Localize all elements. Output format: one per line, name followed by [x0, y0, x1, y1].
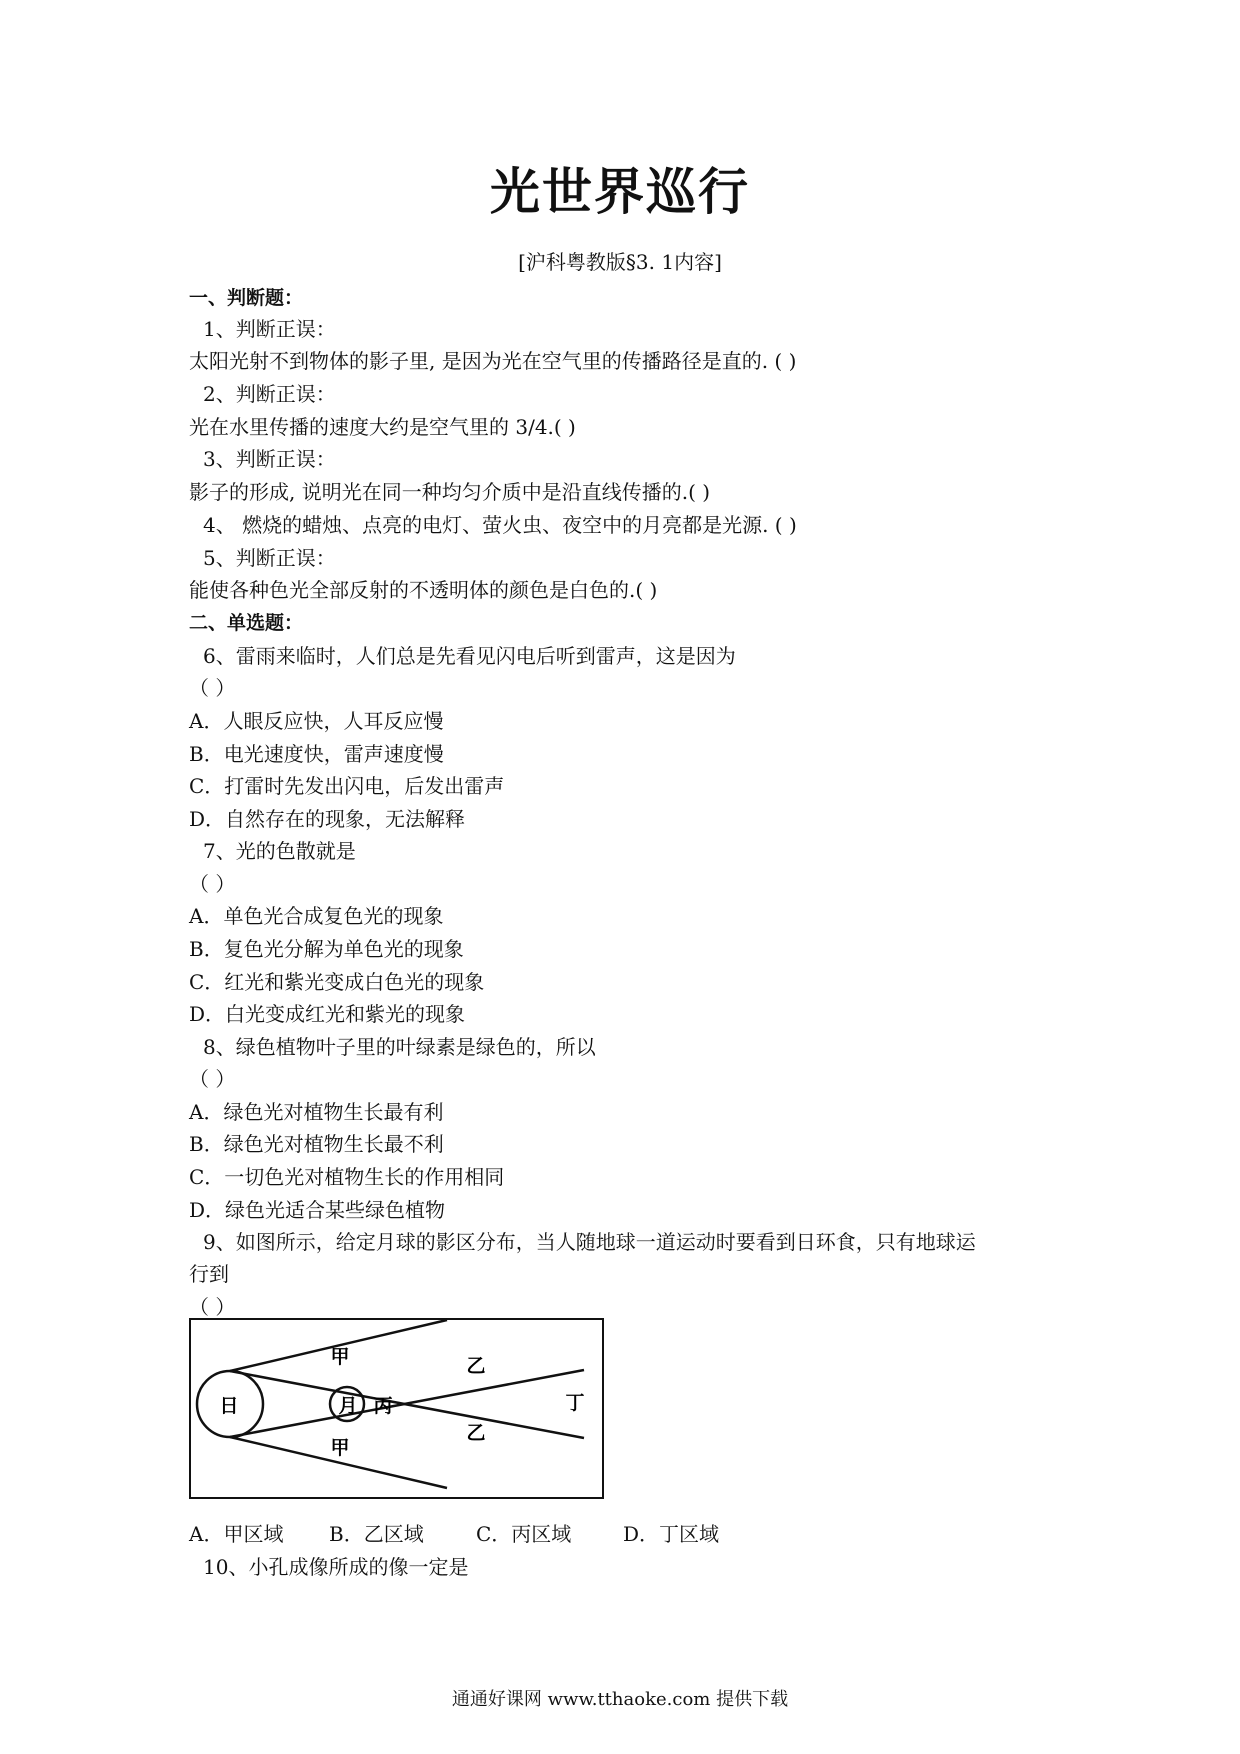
- page-subtitle: [沪科粤教版§3. 1内容]: [518, 250, 722, 274]
- moon-label: 月: [338, 1395, 358, 1417]
- jia-label-bottom: 甲: [330, 1437, 350, 1459]
- q2-head: 2、判断正误：: [203, 382, 336, 406]
- q10-stem: 10、小孔成像所成的像一定是: [203, 1555, 469, 1579]
- jia-label-top: 甲: [330, 1346, 350, 1368]
- q8-option-c: C．一切色光对植物生长的作用相同: [189, 1165, 505, 1189]
- q2-text: 光在水里传播的速度大约是空气里的 3/4.( ): [189, 415, 576, 439]
- q6-option-d: D．自然存在的现象，无法解释: [189, 807, 466, 831]
- q4-text: 4、 燃烧的蜡烛、点亮的电灯、萤火虫、夜空中的月亮都是光源. ( ): [203, 513, 797, 537]
- q9-paren: （ ）: [189, 1295, 236, 1319]
- q6-stem: 6、雷雨来临时，人们总是先看见闪电后听到雷声，这是因为: [203, 644, 736, 668]
- q1-text: 太阳光射不到物体的影子里, 是因为光在空气里的传播路径是直的. ( ): [189, 349, 797, 373]
- page-title: 光世界巡行: [490, 163, 750, 221]
- q5-head: 5、判断正误：: [203, 546, 336, 570]
- q9-stem-line2: 行到: [189, 1262, 229, 1286]
- q6-option-a: A．人眼反应快，人耳反应慢: [189, 709, 444, 733]
- q7-paren: （ ）: [189, 872, 236, 896]
- section-heading-single: 二、单选题：: [189, 612, 304, 634]
- q8-stem: 8、绿色植物叶子里的叶绿素是绿色的，所以: [203, 1035, 596, 1059]
- q7-option-c: C．红光和紫光变成白色光的现象: [189, 970, 485, 994]
- q7-option-a: A．单色光合成复色光的现象: [189, 904, 444, 928]
- q9-option-c: C．丙区域: [476, 1522, 572, 1546]
- page-footer: 通通好课网 www.tthaoke.com 提供下载: [451, 1689, 789, 1710]
- q8-option-d: D．绿色光适合某些绿色植物: [189, 1198, 446, 1222]
- q9-stem-line1: 9、如图所示，给定月球的影区分布，当人随地球一道运动时要看到日环食，只有地球运: [203, 1230, 976, 1254]
- q3-text: 影子的形成, 说明光在同一种均匀介质中是沿直线传播的.( ): [189, 480, 711, 504]
- q8-option-b: B．绿色光对植物生长最不利: [189, 1132, 444, 1156]
- q9-option-d: D．丁区域: [623, 1522, 720, 1546]
- yi-label-bottom: 乙: [466, 1422, 486, 1444]
- q9-option-a: A．甲区域: [189, 1522, 284, 1546]
- q7-stem: 7、光的色散就是: [203, 839, 356, 863]
- yi-label-top: 乙: [466, 1355, 486, 1377]
- q6-paren: （ ）: [189, 676, 236, 700]
- diagram-frame: [190, 1319, 603, 1498]
- q9-options-row: [189, 1522, 719, 1546]
- q3-head: 3、判断正误：: [203, 447, 336, 471]
- q7-option-b: B．复色光分解为单色光的现象: [189, 937, 464, 961]
- section-heading-judge: 一、判断题：: [189, 287, 304, 309]
- sun-label: 日: [219, 1395, 239, 1417]
- q6-option-c: C．打雷时先发出闪电，后发出雷声: [189, 774, 505, 798]
- q9-option-b: B．乙区域: [329, 1522, 424, 1546]
- ding-label: 丁: [565, 1392, 585, 1414]
- q7-option-d: D．白光变成红光和紫光的现象: [189, 1002, 466, 1026]
- q6-option-b: B．电光速度快，雷声速度慢: [189, 742, 444, 766]
- q8-paren: （ ）: [189, 1067, 236, 1091]
- q1-head: 1、判断正误：: [203, 317, 336, 341]
- q8-option-a: A．绿色光对植物生长最有利: [189, 1100, 444, 1124]
- bing-label: 丙: [373, 1395, 393, 1417]
- q5-text: 能使各种色光全部反射的不透明体的颜色是白色的.( ): [189, 578, 658, 602]
- eclipse-shadow-diagram: [189, 1318, 605, 1500]
